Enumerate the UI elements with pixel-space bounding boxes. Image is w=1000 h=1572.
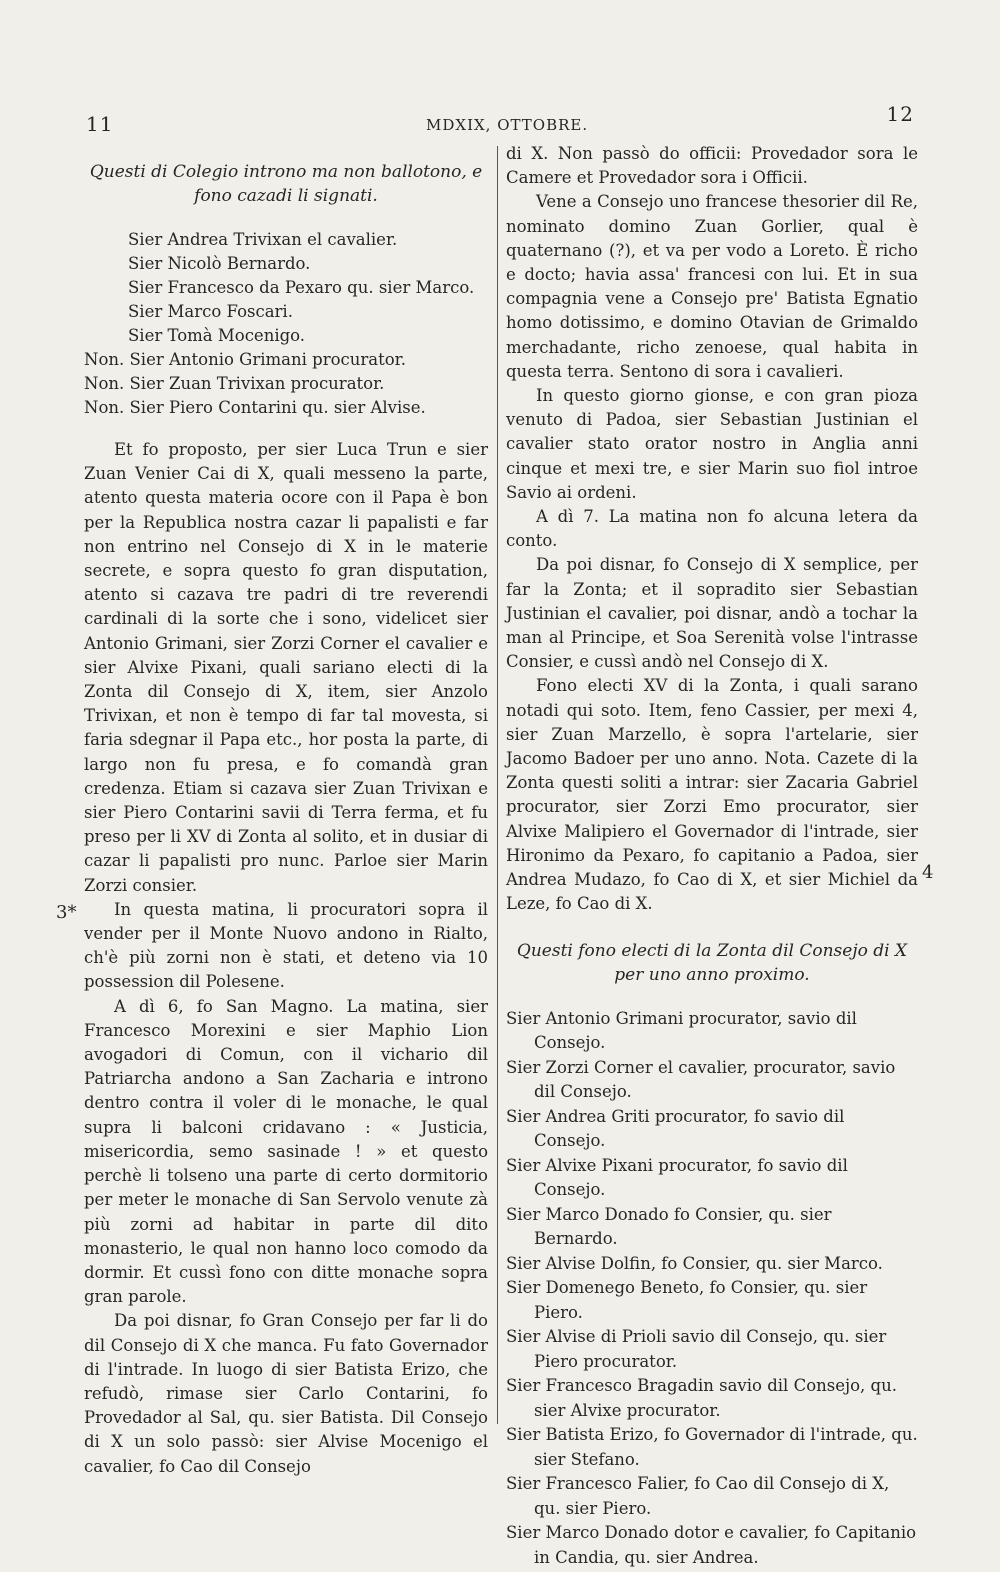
list-item: Sier Alvise di Prioli savio dil Consejo, qu. sier Piero procurator. <box>506 1327 887 1371</box>
name-text: Sier Marco Foscari. <box>128 302 293 321</box>
name-prefix: Non. <box>84 350 125 369</box>
name-line <box>84 348 488 372</box>
list-item: Sier Domenego Beneto, fo Consier, qu. sier Piero. <box>506 1278 868 1322</box>
margin-number-right: 4 <box>922 862 934 883</box>
paragraph: Vene a Consejo uno francese thesorier dil Re, nominato domino Zuan Gorlier, qual è quaternano (?), et va per vodo a Loreto. È richo e docto; havia assa' francesi con lui. Et in sua compagnia vene a Consejo pre' Batista Egnatio homo dotissimo, e domino Otavian de Grimaldo merchadante, richo zenoese, qual habita in questa terra. Sentono di sora i cavalieri. <box>506 192 918 381</box>
list-item: Sier Andrea Griti procurator, fo savio dil Consejo. <box>506 1106 845 1150</box>
name-line <box>84 252 488 276</box>
list-item: Sier Antonio Grimani procurator, savio dil Consejo. <box>506 1008 857 1052</box>
right-column <box>506 142 918 1570</box>
name-line <box>84 276 488 300</box>
name-text: Sier Piero Contarini qu. sier Alvise. <box>129 398 426 417</box>
list-item: Sier Alvise Dolfin, fo Consier, qu. sier Marco. <box>506 1253 883 1273</box>
paragraph: A dì 7. La matina non fo alcuna letera da conto. <box>506 507 918 551</box>
paragraph: Et fo proposto, per sier Luca Trun e sier Zuan Venier Cai di X, quali messeno la parte, atento questa materia ocore con il Papa è bon per la Republica nostra cazar li papalisti e far non entrino nel Consejo di X in le materie secrete, e sopra questo fo gran disputation, atento si cazava tre padri di tre reverendi cardinali di la sorte che i sono, videlicet sier Antonio Grimani, sier Zorzi Corner el cavalier e sier Alvixe Pixani, quali sariano electi di la Zonta dil Consejo di X, item, sier Anzolo Trivixan, et non è tempo di far tal movesta, si faria sdegnar il Papa etc., hor posta la parte, di largo non fu presa, e fo comandà gran credenza. Etiam si cazava sier Zuan Trivixan e sier Piero Contarini savii di Terra ferma, et fu preso per li XV di Zonta al solito, et in dusiar di cazar li papalisti pro nunc. Parloe sier Marin Zorzi consier. <box>84 440 488 895</box>
name-line <box>84 300 488 324</box>
paragraph: di X. Non passò do officii: Provedador sora le Camere et Provedador sora i Officii. <box>506 144 918 188</box>
elected-list <box>506 1007 918 1571</box>
name-text: Sier Andrea Trivixan el cavalier. <box>128 230 398 249</box>
list-item: Sier Alvixe Pixani procurator, fo savio dil Consejo. <box>506 1155 848 1199</box>
paragraph: Da poi disnar, fo Gran Consejo per far li do dil Consejo di X che manca. Fu fato Governador di l'intrade. In luogo di sier Batista Erizo, che refudò, rimase sier Carlo Contarini, fo Provedador al Sal, qu. sier Batista. Dil Consejo di X un solo passò: sier Alvise Mocenigo el cavalier, fo Cao dil Consejo <box>84 1311 488 1476</box>
name-prefix: Non. <box>84 398 125 417</box>
page-header <box>86 102 914 136</box>
left-heading: Questi di Colegio introno ma non ballotono, e fono cazadi li signati. <box>89 162 483 206</box>
left-column <box>84 160 488 1479</box>
list-item: Sier Zorzi Corner el cavalier, procurator, savio dil Consejo. <box>506 1057 896 1101</box>
page-number-right: 12 <box>886 102 914 126</box>
name-line <box>84 324 488 348</box>
list-item: Sier Francesco Falier, fo Cao dil Consejo di X, qu. sier Piero. <box>506 1474 890 1518</box>
margin-number-left: 3* <box>56 902 77 923</box>
column-divider <box>497 146 498 1424</box>
name-text: Sier Nicolò Bernardo. <box>128 254 311 273</box>
list-item: Sier Francesco Bragadin savio dil Consejo, qu. sier Alvixe procurator. <box>506 1376 897 1420</box>
paragraph: In questo giorno gionse, e con gran pioza venuto di Padoa, sier Sebastian Justinian el cavalier stato orator nostro in Anglia anni cinque et mexi tre, e sier Marin suo fiol introe Savio ai ordeni. <box>506 386 918 502</box>
name-text: Sier Antonio Grimani procurator. <box>129 350 407 369</box>
paragraph: In questa matina, li procuratori sopra il vender per il Monte Nuovo andono in Rialto, ch'è più zorni non è stati, et deteno via 10 possession dil Polesene. <box>84 899 488 992</box>
page-number-left: 11 <box>86 112 114 136</box>
name-text: Sier Francesco da Pexaro qu. sier Marco. <box>128 278 475 297</box>
right-heading: Questi fono electi di la Zonta dil Consejo di X per uno anno proximo. <box>516 940 908 985</box>
paragraph: Fono electi XV di la Zonta, i quali sarano notadi qui soto. Item, feno Cassier, per mexi 4, sier Zuan Marzello, è sopra l'artelarie, sier Jacomo Badoer per uno anno. Nota. Cazete di la Zonta questi soliti a intrar: sier Zacaria Gabriel procurator, sier Zorzi Emo procurator, sier Alvixe Malipiero el Governador di l'intrade, sier Hironimo da Pexaro, fo capitanio a Padoa, sier Andrea Mudazo, fo Cao di X, et sier Michiel da Leze, fo Cao di X. <box>506 676 918 914</box>
list-item: Sier Batista Erizo, fo Governador di l'intrade, qu. sier Stefano. <box>506 1425 918 1469</box>
name-line <box>84 396 488 420</box>
list-item: Sier Marco Donado fo Consier, qu. sier Bernardo. <box>506 1204 832 1248</box>
name-text: Sier Tomà Mocenigo. <box>128 326 306 345</box>
list-item: Sier Marco Donado dotor e cavalier, fo Capitanio in Candia, qu. sier Andrea. <box>506 1523 917 1567</box>
excluded-names-list <box>84 228 488 420</box>
running-title: MDXIX, OTTOBRE. <box>426 116 589 134</box>
name-text: Sier Zuan Trivixan procurator. <box>129 374 385 393</box>
name-line <box>84 228 488 252</box>
name-line <box>84 372 488 396</box>
paragraph: A dì 6, fo San Magno. La matina, sier Francesco Morexini e sier Maphio Lion avogadori di Comun, con il vichario dil Patriarcha andono a San Zacharia e introno dentro contra il voler di le monache, le qual supra li balconi cridavano : « Justicia, misericordia, semo sasinade ! » et questo perchè li tolseno una parte di certo dormitorio per meter le monache di San Servolo venute zà più zorni ad habitar in parte dil dito monasterio, le qual non hanno loco comodo da dormir. Et cussì fono con ditte monache sopra gran parole. <box>84 996 488 1307</box>
name-prefix: Non. <box>84 374 125 393</box>
paragraph: Da poi disnar, fo Consejo di X semplice, per far la Zonta; et il sopradito sier Sebastian Justinian el cavalier, poi disnar, andò a tochar la man al Principe, et Soa Serenità volse l'intrasse Consier, e cussì andò nel Consejo di X. <box>506 555 918 672</box>
